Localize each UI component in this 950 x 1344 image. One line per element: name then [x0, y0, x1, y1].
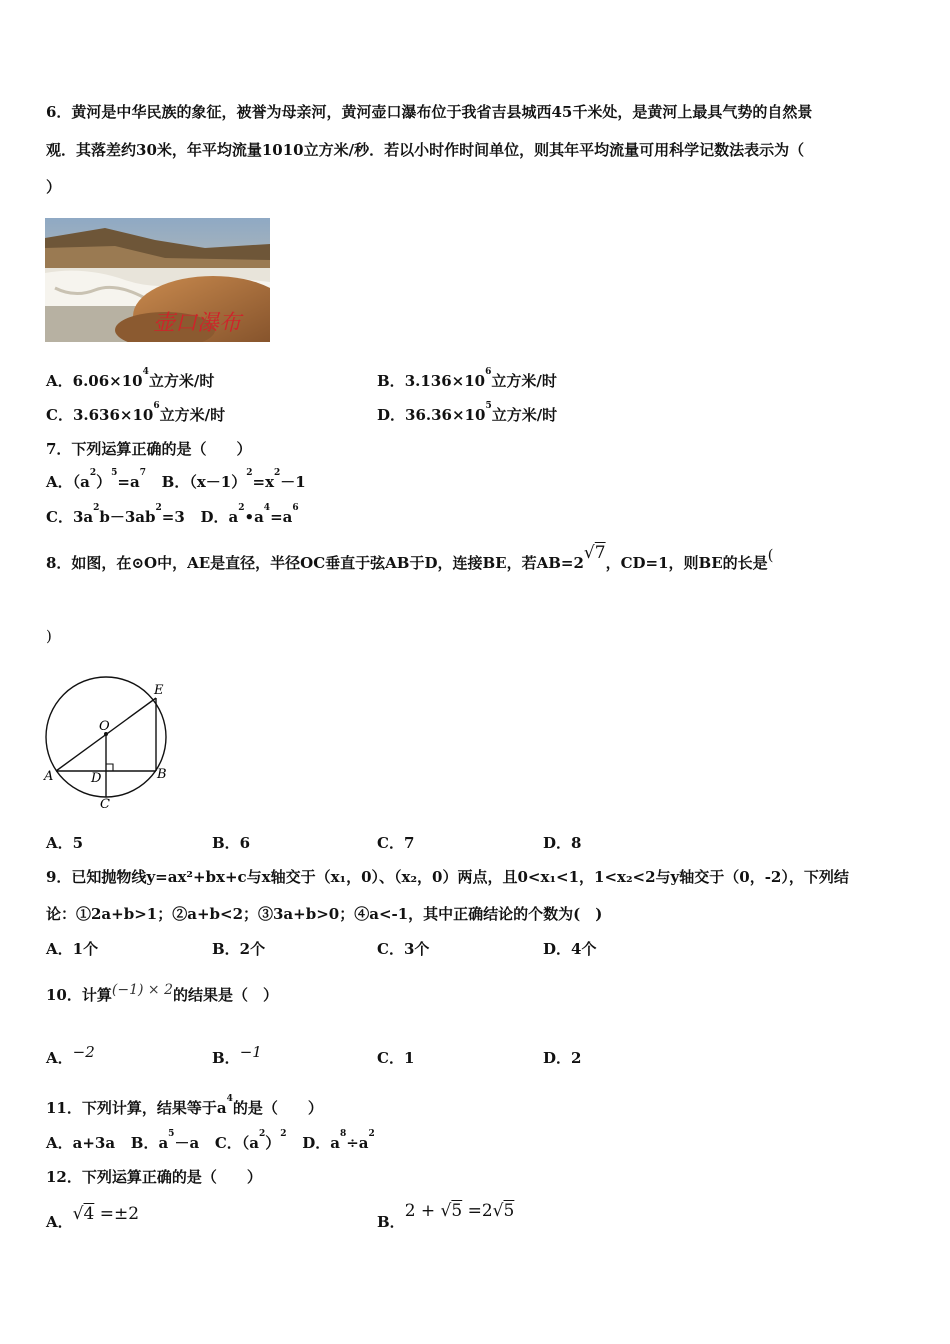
option-label: D．	[200, 508, 229, 526]
option-exp: 5	[485, 401, 492, 411]
q6-option-b[interactable]	[377, 367, 557, 391]
q6-line1: 6．黄河是中华民族的象征，被誉为母亲河，黄河壶口瀑布位于我省吉县城西45千米处，是黄河上最具气势的自然景	[46, 103, 813, 121]
option-unit: 立方米/时	[491, 372, 557, 390]
q10-stem-post: 的结果是（ ）	[172, 986, 278, 1004]
label-d: D	[91, 771, 102, 786]
q7-option-d[interactable]: D．$a^2•a^4=a^6$	[200, 503, 299, 526]
option-label: D．	[377, 406, 406, 424]
q8-stem-end: ，CD=1，则BE的长是	[605, 554, 768, 572]
q10-formula: (−1) × 2	[111, 982, 173, 998]
q8-option-c[interactable]: C．7	[377, 834, 415, 852]
option-coef: 3.636×10	[72, 406, 154, 424]
option-label: B．	[377, 372, 405, 390]
option-value: −2	[72, 1043, 95, 1061]
q10-stem	[46, 984, 278, 1005]
q7-options-row1	[46, 468, 306, 492]
option-label: A．	[46, 372, 73, 390]
waterfall-image	[45, 218, 270, 342]
option-coef: 6.06×10	[72, 372, 143, 390]
q9-option-d[interactable]: D．4个	[543, 940, 597, 958]
q7-options-row2	[46, 503, 299, 527]
q7-stem: 7．下列运算正确的是（ ）	[46, 440, 252, 458]
option-label: C．	[46, 406, 73, 424]
q7-option-c[interactable]: C．$3a^2b-3ab^2=3$	[46, 503, 185, 526]
q11-stem-post: 的是（ ）	[232, 1099, 323, 1117]
q12-stem: 12．下列运算正确的是（ ）	[46, 1168, 262, 1186]
option-label: C．	[46, 508, 73, 526]
q6-line3: ）	[46, 178, 62, 196]
q8-stem	[46, 543, 774, 573]
q11-option-b[interactable]: B．$a^5-a$	[130, 1129, 200, 1152]
q9-option-a[interactable]: A．1个	[46, 940, 99, 958]
hukou-waterfall-photo	[45, 218, 270, 342]
q12-option-a[interactable]	[46, 1203, 140, 1231]
label-e: E	[154, 683, 164, 698]
option-exp: 6	[485, 367, 492, 377]
label-c: C	[100, 797, 110, 812]
q8-paren-close: )	[46, 627, 52, 645]
q10-option-c[interactable]: C．1	[377, 1049, 415, 1067]
option-unit: 立方米/时	[491, 406, 558, 424]
q9-line1: 9．已知抛物线y=ax²+bx+c与x轴交于（x₁，0）、（x₂，0）两点，且0<x₁<1，1<x₂<2与y轴交于（0，-2），下列结	[46, 868, 849, 886]
q10-option-a[interactable]	[46, 1043, 95, 1068]
option-label: B．	[161, 473, 190, 491]
q12-option-b[interactable]	[377, 1200, 515, 1231]
option-label: B．	[212, 1049, 240, 1067]
option-unit: 立方米/时	[148, 372, 215, 390]
q7-option-a[interactable]: A．$(a^2)^5=a^7$	[46, 468, 146, 491]
q10-option-d[interactable]: D．2	[543, 1049, 582, 1067]
q11-option-c[interactable]: C．$(a^2)^2$	[214, 1129, 287, 1152]
q8-option-b[interactable]: B．6	[212, 834, 251, 852]
option-formula: 2 + √5 =2√5	[404, 1201, 515, 1221]
option-label: A．	[46, 473, 73, 491]
q11-option-a[interactable]: A．a+3a	[46, 1134, 116, 1152]
option-formula: √4 =±2	[72, 1204, 140, 1224]
q8-option-a[interactable]: A．5	[46, 834, 84, 852]
q11-stem-exp: 4	[226, 1094, 233, 1104]
sqrt-seven: √7	[583, 543, 606, 563]
q8-circle-figure	[40, 672, 175, 812]
q10-option-b[interactable]	[212, 1043, 262, 1068]
q7-option-b[interactable]: B．$(x-1)^2=x^2-1$	[161, 468, 306, 491]
label-a: A	[44, 769, 54, 784]
option-label: B．	[377, 1213, 405, 1231]
q11-options	[46, 1129, 375, 1153]
q6-option-a[interactable]	[46, 367, 215, 391]
q8-stem-text: 8．如图，在⊙O中，AE是直径，半径OC垂直于弦AB于D，连接BE，若AB=2	[46, 554, 584, 572]
label-o: O	[99, 719, 110, 734]
q11-stem-pre: 11．下列计算，结果等于a	[46, 1099, 227, 1117]
option-unit: 立方米/时	[159, 406, 226, 424]
option-label: A．	[46, 1049, 73, 1067]
option-exp: 6	[153, 401, 160, 411]
q9-option-c[interactable]: C．3个	[377, 940, 430, 958]
photo-caption: 壶口瀑布	[153, 311, 242, 336]
q6-option-d[interactable]	[377, 401, 558, 425]
q11-stem	[46, 1094, 323, 1118]
q10-stem-pre: 10．计算	[46, 986, 112, 1004]
q6-line2: 观．其落差约30米，年平均流量1010立方米/秒．若以小时作时间单位，则其年平均流量可用科学记数法表示为（	[46, 141, 805, 159]
right-angle-mark	[106, 764, 113, 771]
q6-option-c[interactable]	[46, 401, 226, 425]
paren-open: (	[767, 546, 774, 564]
option-coef: 36.36×10	[405, 406, 486, 424]
radicand: 7	[594, 543, 606, 563]
label-b: B	[157, 767, 167, 782]
q9-option-b[interactable]: B．2个	[212, 940, 266, 958]
option-exp: 4	[142, 367, 149, 377]
q9-line2: 论：①2a+b>1；②a+b<2；③3a+b>0；④a<-1，其中正确结论的个数为( )	[46, 905, 603, 923]
option-coef: 3.136×10	[404, 372, 486, 390]
option-label: A．	[46, 1213, 73, 1231]
option-value: −1	[239, 1043, 262, 1061]
q8-option-d[interactable]: D．8	[543, 834, 582, 852]
q11-option-d[interactable]: D．$a^8\div a^2$	[302, 1129, 375, 1152]
